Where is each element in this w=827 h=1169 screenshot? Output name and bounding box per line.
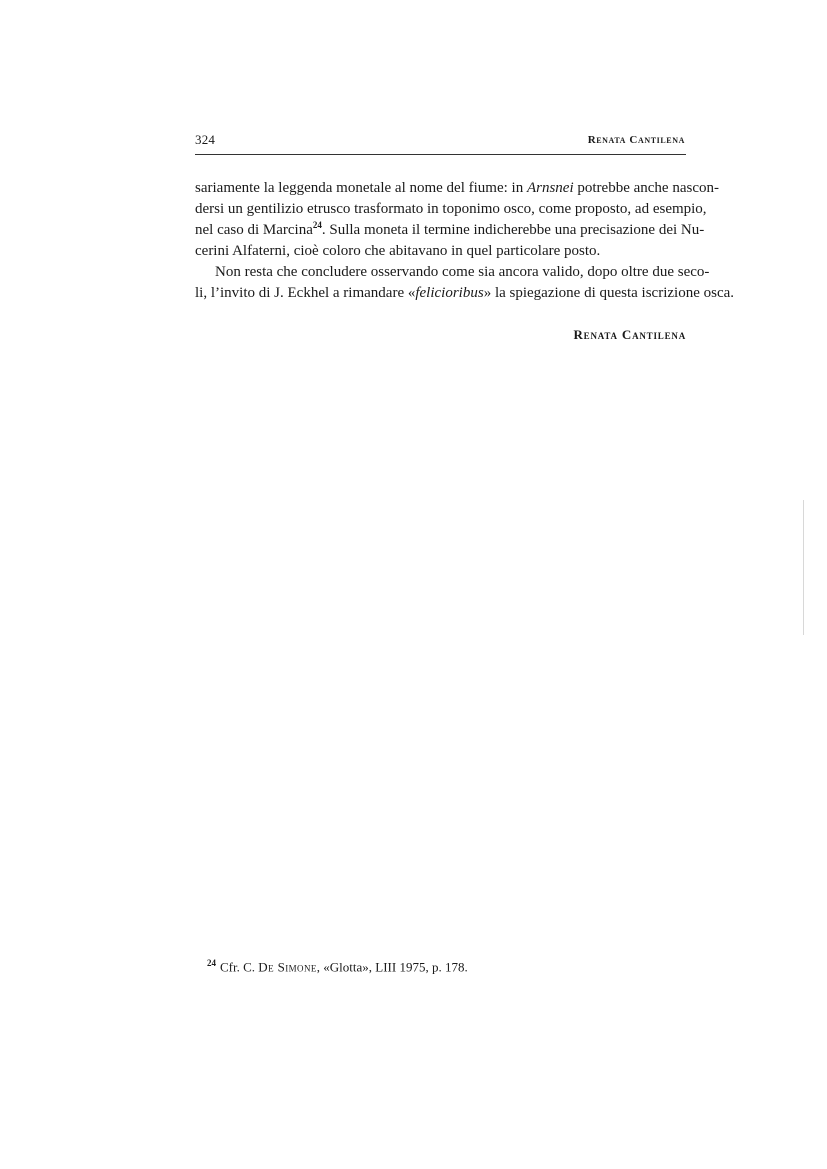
italic-term-arnsnei: Arnsnei xyxy=(526,180,574,196)
body-line-6: li, l’invito di J. Eckhel a rimandare «felicioribus» la spiegazione di questa iscrizione osca. xyxy=(195,285,735,301)
page-header xyxy=(195,132,685,154)
body-line-3: nel caso di Marcina$^{24}$. Sulla moneta il termine indicherebbe una precisazione dei Nu- xyxy=(195,220,705,238)
footnote-marker: 24 xyxy=(207,958,216,968)
header-rule xyxy=(195,154,686,155)
page-number: 324 xyxy=(195,132,216,147)
page-edge-shadow xyxy=(803,500,804,635)
italic-term-felicioribus: felicioribus xyxy=(415,285,484,301)
footnote: $^{24}$ Cfr. C. De Simone, «Glotta», LIII 1975, p. 178. xyxy=(207,958,468,975)
body-text xyxy=(195,178,735,304)
author-signature: Renata Cantilena xyxy=(573,327,686,342)
body-line-2: dersi un gentilizio etrusco trasformato in toponimo osco, come proposto, ad esempio, xyxy=(195,201,707,217)
body-line-1: sariamente la leggenda monetale al nome del fiume: in Arnsnei potrebbe anche nascon- xyxy=(195,180,719,196)
body-line-5: Non resta che concludere osservando come sia ancora valido, dopo oltre due seco- xyxy=(215,264,710,280)
body-line-4: cerini Alfaterni, cioè coloro che abitavano in quel particolare posto. xyxy=(195,243,601,259)
footnote-reference: 24 xyxy=(312,220,322,230)
running-head: Renata Cantilena xyxy=(587,134,685,146)
footnote-author: De Simone xyxy=(258,959,317,975)
